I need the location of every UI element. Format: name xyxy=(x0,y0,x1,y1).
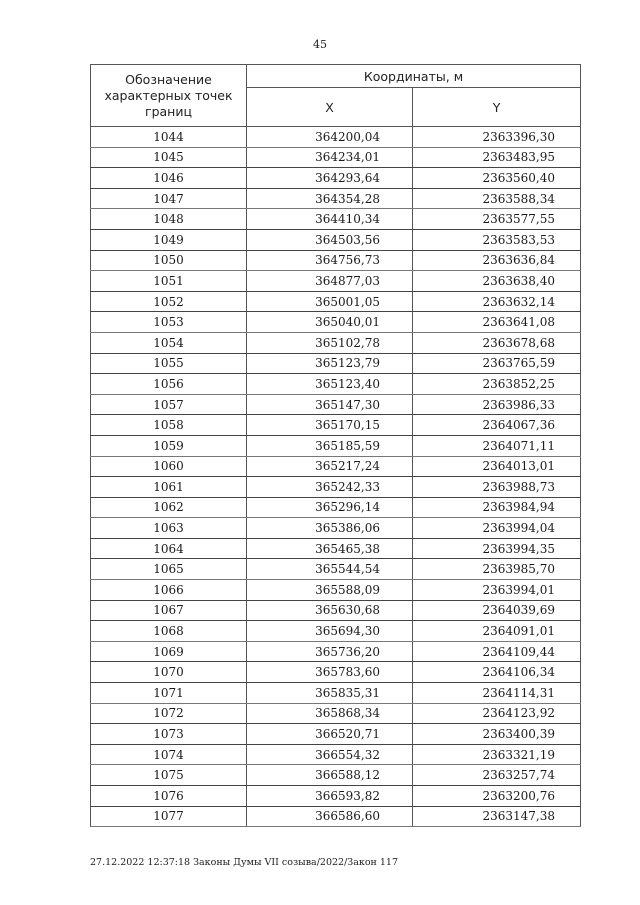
point-id-cell: 1047 xyxy=(91,188,247,209)
y-coordinate-cell: 2363200,76 xyxy=(413,786,581,807)
page-number: 45 xyxy=(313,38,327,51)
y-coordinate-cell: 2363765,59 xyxy=(413,353,581,374)
y-coordinate-cell: 2363988,73 xyxy=(413,477,581,498)
x-coordinate-cell: 365544,54 xyxy=(247,559,413,580)
point-id-cell: 1075 xyxy=(91,765,247,786)
x-column-header: X xyxy=(247,88,413,127)
table-row xyxy=(91,435,581,456)
point-id-cell: 1058 xyxy=(91,415,247,436)
x-coordinate-cell: 365736,20 xyxy=(247,641,413,662)
table-row xyxy=(91,250,581,271)
table-row xyxy=(91,312,581,333)
y-coordinate-cell: 2364091,01 xyxy=(413,621,581,642)
x-coordinate-cell: 364410,34 xyxy=(247,209,413,230)
x-coordinate-cell: 364234,01 xyxy=(247,147,413,168)
x-coordinate-cell: 364200,04 xyxy=(247,127,413,148)
x-coordinate-cell: 366588,12 xyxy=(247,765,413,786)
designation-header-line-3: границ xyxy=(145,103,192,119)
point-id-cell: 1068 xyxy=(91,621,247,642)
y-coordinate-cell: 2363638,40 xyxy=(413,271,581,292)
point-id-cell: 1052 xyxy=(91,291,247,312)
table-row xyxy=(91,538,581,559)
table-row xyxy=(91,456,581,477)
table-row xyxy=(91,209,581,230)
x-coordinate-cell: 366586,60 xyxy=(247,806,413,827)
x-coordinate-cell: 365835,31 xyxy=(247,683,413,704)
y-coordinate-cell: 2363588,34 xyxy=(413,188,581,209)
x-coordinate-cell: 366593,82 xyxy=(247,786,413,807)
y-coordinate-cell: 2364109,44 xyxy=(413,641,581,662)
x-coordinate-cell: 365242,33 xyxy=(247,477,413,498)
point-id-cell: 1063 xyxy=(91,518,247,539)
y-coordinate-cell: 2363400,39 xyxy=(413,724,581,745)
point-id-cell: 1051 xyxy=(91,271,247,292)
y-coordinate-cell: 2364071,11 xyxy=(413,435,581,456)
y-coordinate-cell: 2363636,84 xyxy=(413,250,581,271)
table-row xyxy=(91,744,581,765)
point-id-cell: 1076 xyxy=(91,786,247,807)
table-row xyxy=(91,477,581,498)
table-row xyxy=(91,374,581,395)
table-row xyxy=(91,724,581,745)
point-id-cell: 1070 xyxy=(91,662,247,683)
table-row xyxy=(91,683,581,704)
point-id-cell: 1066 xyxy=(91,580,247,601)
table-row xyxy=(91,188,581,209)
y-coordinate-cell: 2363985,70 xyxy=(413,559,581,580)
point-id-cell: 1057 xyxy=(91,394,247,415)
table-row xyxy=(91,765,581,786)
point-id-cell: 1074 xyxy=(91,744,247,765)
table-row xyxy=(91,332,581,353)
y-coordinate-cell: 2363852,25 xyxy=(413,374,581,395)
x-coordinate-cell: 365185,59 xyxy=(247,435,413,456)
x-coordinate-cell: 364503,56 xyxy=(247,229,413,250)
point-id-cell: 1048 xyxy=(91,209,247,230)
table-row xyxy=(91,127,581,148)
y-coordinate-cell: 2363994,35 xyxy=(413,538,581,559)
x-coordinate-cell: 364293,64 xyxy=(247,168,413,189)
point-id-cell: 1050 xyxy=(91,250,247,271)
point-id-cell: 1044 xyxy=(91,127,247,148)
point-id-cell: 1073 xyxy=(91,724,247,745)
x-coordinate-cell: 365102,78 xyxy=(247,332,413,353)
y-coordinate-cell: 2364114,31 xyxy=(413,683,581,704)
table-row xyxy=(91,600,581,621)
y-column-header: Y xyxy=(413,88,581,127)
x-coordinate-cell: 365217,24 xyxy=(247,456,413,477)
designation-header xyxy=(91,65,247,127)
x-coordinate-cell: 366554,32 xyxy=(247,744,413,765)
point-id-cell: 1055 xyxy=(91,353,247,374)
table-row xyxy=(91,641,581,662)
coordinates-header: Координаты, м xyxy=(247,65,581,88)
table-row xyxy=(91,415,581,436)
table-row xyxy=(91,806,581,827)
y-coordinate-cell: 2363483,95 xyxy=(413,147,581,168)
y-coordinate-cell: 2364039,69 xyxy=(413,600,581,621)
y-coordinate-cell: 2363641,08 xyxy=(413,312,581,333)
point-id-cell: 1045 xyxy=(91,147,247,168)
point-id-cell: 1061 xyxy=(91,477,247,498)
y-coordinate-cell: 2363583,53 xyxy=(413,229,581,250)
table-row xyxy=(91,559,581,580)
y-coordinate-cell: 2363678,68 xyxy=(413,332,581,353)
table-row xyxy=(91,662,581,683)
point-id-cell: 1062 xyxy=(91,497,247,518)
footer-stamp: 27.12.2022 12:37:18 Законы Думы VII созыва/2022/Закон 117 xyxy=(90,857,399,868)
table-body xyxy=(91,127,581,827)
y-coordinate-cell: 2364123,92 xyxy=(413,703,581,724)
table-row xyxy=(91,580,581,601)
table-row xyxy=(91,229,581,250)
y-coordinate-cell: 2363321,19 xyxy=(413,744,581,765)
designation-header-line-1: Обозначение xyxy=(125,71,212,87)
point-id-cell: 1072 xyxy=(91,703,247,724)
table-row xyxy=(91,353,581,374)
point-id-cell: 1054 xyxy=(91,332,247,353)
y-coordinate-cell: 2363984,94 xyxy=(413,497,581,518)
point-id-cell: 1064 xyxy=(91,538,247,559)
point-id-cell: 1053 xyxy=(91,312,247,333)
x-coordinate-cell: 365630,68 xyxy=(247,600,413,621)
x-coordinate-cell: 365783,60 xyxy=(247,662,413,683)
y-coordinate-cell: 2363994,01 xyxy=(413,580,581,601)
x-coordinate-cell: 366520,71 xyxy=(247,724,413,745)
y-coordinate-cell: 2363560,40 xyxy=(413,168,581,189)
y-coordinate-cell: 2363986,33 xyxy=(413,394,581,415)
point-id-cell: 1071 xyxy=(91,683,247,704)
table-row xyxy=(91,497,581,518)
table-row xyxy=(91,168,581,189)
point-id-cell: 1049 xyxy=(91,229,247,250)
table-row xyxy=(91,394,581,415)
point-id-cell: 1056 xyxy=(91,374,247,395)
x-coordinate-cell: 365465,38 xyxy=(247,538,413,559)
table-row xyxy=(91,786,581,807)
y-coordinate-cell: 2363994,04 xyxy=(413,518,581,539)
point-id-cell: 1059 xyxy=(91,435,247,456)
x-coordinate-cell: 365170,15 xyxy=(247,415,413,436)
table-header xyxy=(91,65,581,127)
table-row xyxy=(91,703,581,724)
point-id-cell: 1077 xyxy=(91,806,247,827)
point-id-cell: 1046 xyxy=(91,168,247,189)
point-id-cell: 1069 xyxy=(91,641,247,662)
y-coordinate-cell: 2364106,34 xyxy=(413,662,581,683)
point-id-cell: 1065 xyxy=(91,559,247,580)
x-coordinate-cell: 365040,01 xyxy=(247,312,413,333)
x-coordinate-cell: 365386,06 xyxy=(247,518,413,539)
table-row xyxy=(91,518,581,539)
x-coordinate-cell: 364877,03 xyxy=(247,271,413,292)
x-coordinate-cell: 365694,30 xyxy=(247,621,413,642)
x-coordinate-cell: 365123,79 xyxy=(247,353,413,374)
y-coordinate-cell: 2364067,36 xyxy=(413,415,581,436)
x-coordinate-cell: 365147,30 xyxy=(247,394,413,415)
point-id-cell: 1060 xyxy=(91,456,247,477)
x-coordinate-cell: 365868,34 xyxy=(247,703,413,724)
x-coordinate-cell: 365588,09 xyxy=(247,580,413,601)
x-coordinate-cell: 364354,28 xyxy=(247,188,413,209)
point-id-cell: 1067 xyxy=(91,600,247,621)
table-row xyxy=(91,621,581,642)
designation-header-line-2: характерных точек xyxy=(104,87,233,103)
coordinates-table xyxy=(90,64,581,827)
y-coordinate-cell: 2363577,55 xyxy=(413,209,581,230)
y-coordinate-cell: 2363147,38 xyxy=(413,806,581,827)
x-coordinate-cell: 364756,73 xyxy=(247,250,413,271)
x-coordinate-cell: 365123,40 xyxy=(247,374,413,395)
y-coordinate-cell: 2363632,14 xyxy=(413,291,581,312)
x-coordinate-cell: 365296,14 xyxy=(247,497,413,518)
table-row xyxy=(91,291,581,312)
y-coordinate-cell: 2363257,74 xyxy=(413,765,581,786)
table-row xyxy=(91,147,581,168)
table-row xyxy=(91,271,581,292)
y-coordinate-cell: 2363396,30 xyxy=(413,127,581,148)
y-coordinate-cell: 2364013,01 xyxy=(413,456,581,477)
x-coordinate-cell: 365001,05 xyxy=(247,291,413,312)
